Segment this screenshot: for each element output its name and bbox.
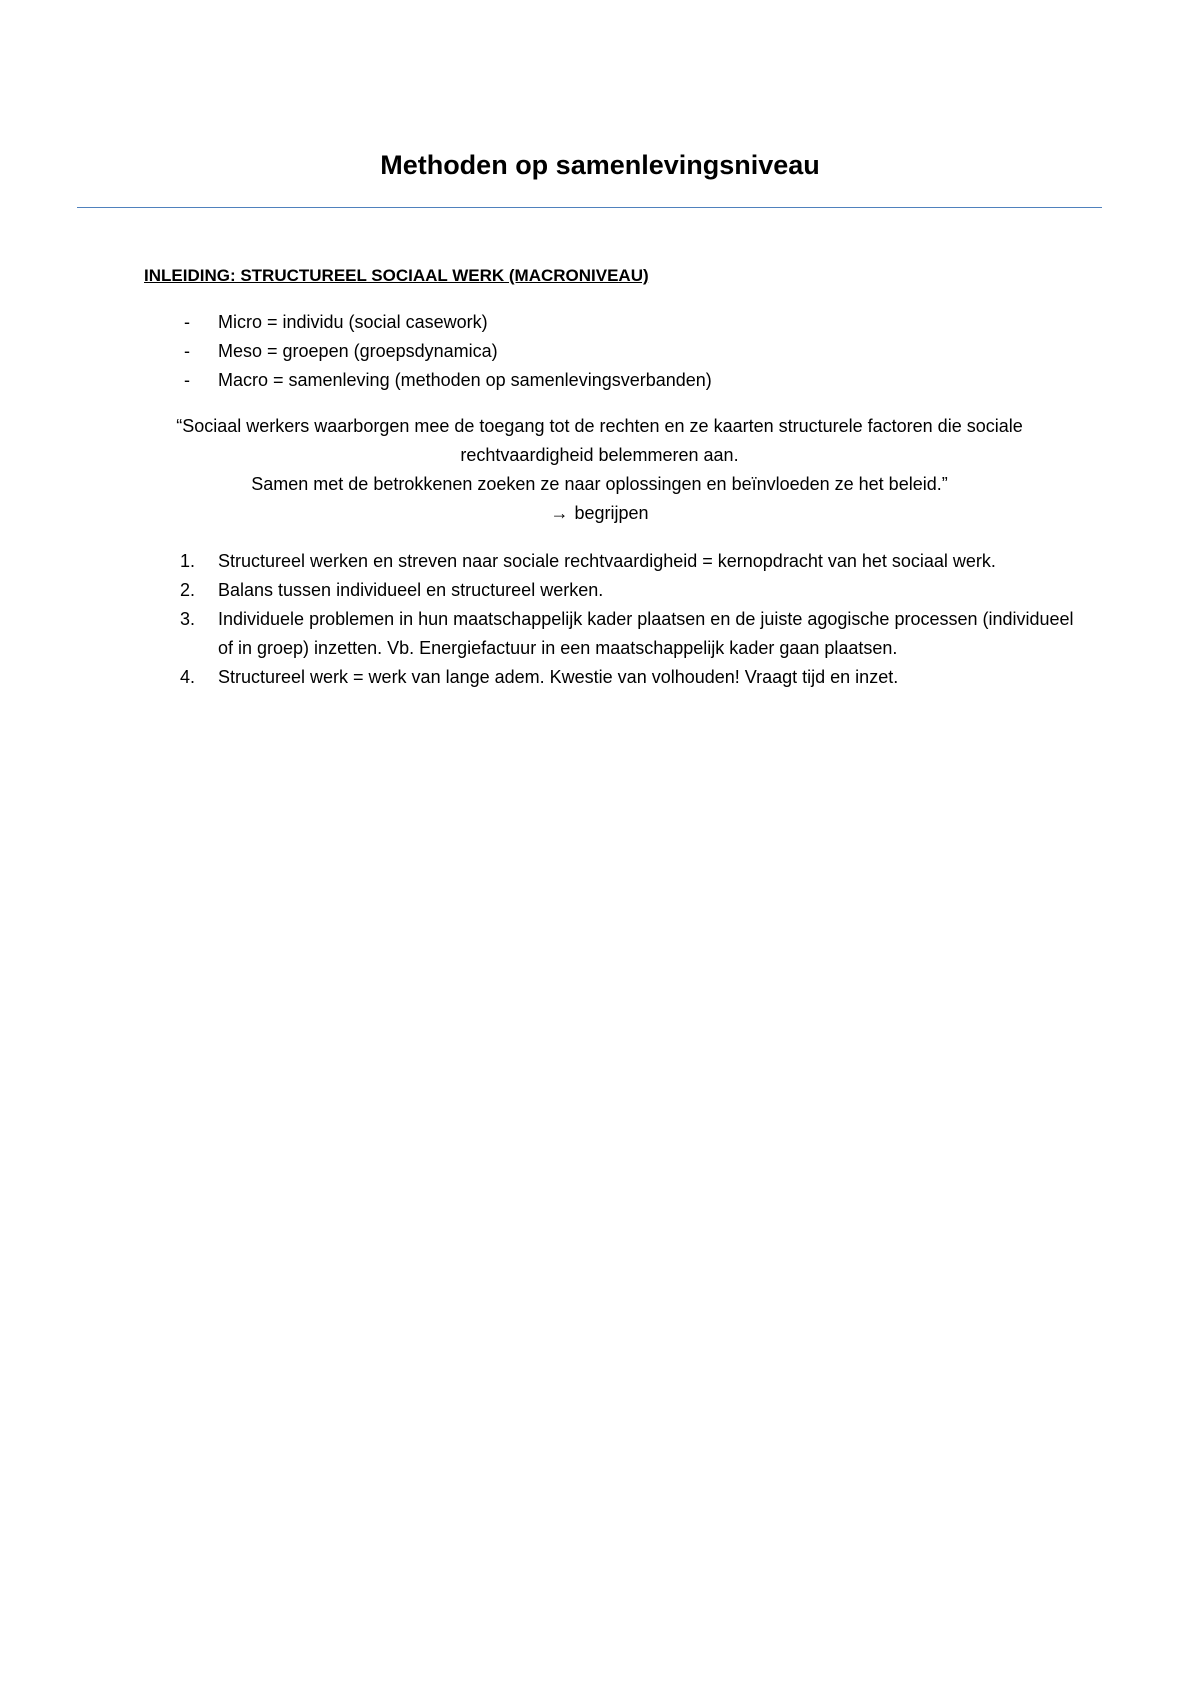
document-title: Methoden op samenlevingsniveau	[380, 150, 820, 180]
list-item	[144, 337, 712, 366]
list-number: 3.	[180, 609, 196, 629]
title-divider	[77, 207, 1102, 208]
list-item-text: Meso = groepen (groepsdynamica)	[218, 341, 498, 361]
points-list	[144, 547, 1074, 692]
quote-line: “Sociaal werkers waarborgen mee de toegang tot de rechten en ze kaarten structurele factoren die sociale rechtvaardigheid belemmeren aan.	[176, 416, 1023, 465]
quote-arrow-line	[144, 499, 1055, 528]
list-item	[144, 308, 712, 337]
quote-line: Samen met de betrokkenen zoeken ze naar oplossingen en beïnvloeden ze het beleid.”	[251, 474, 948, 494]
list-item-text: Balans tussen individueel en structureel werken.	[218, 580, 604, 600]
list-item-text: Structureel werk = werk van lange adem. Kwestie van volhouden! Vraagt tijd en inzet.	[218, 667, 899, 687]
dash-marker: -	[184, 312, 190, 332]
dash-marker: -	[184, 341, 190, 361]
list-number: 4.	[180, 667, 196, 687]
list-item	[144, 366, 712, 395]
list-item	[144, 547, 1074, 576]
list-item	[144, 605, 1074, 663]
section-heading: INLEIDING: STRUCTUREEL SOCIAAL WERK (MACRONIVEAU)	[144, 266, 649, 285]
list-item	[144, 576, 1074, 605]
arrow-text: begrijpen	[574, 503, 649, 523]
list-number: 2.	[180, 580, 196, 600]
list-item	[144, 663, 1074, 692]
list-item-text: Individuele problemen in hun maatschappelijk kader plaatsen en de juiste agogische processen (individueel of in groep) inzetten. Vb. Energiefactuur in een maatschappelijk kader gaan plaatsen.	[218, 609, 1074, 658]
levels-list	[144, 308, 712, 395]
quote-block	[144, 412, 1055, 528]
dash-marker: -	[184, 370, 190, 390]
list-item-text: Micro = individu (social casework)	[218, 312, 488, 332]
list-item-text: Macro = samenleving (methoden op samenlevingsverbanden)	[218, 370, 712, 390]
list-number: 1.	[180, 551, 196, 571]
right-arrow-icon: →	[550, 503, 569, 523]
list-item-text: Structureel werken en streven naar sociale rechtvaardigheid = kernopdracht van het sociaal werk.	[218, 551, 996, 571]
